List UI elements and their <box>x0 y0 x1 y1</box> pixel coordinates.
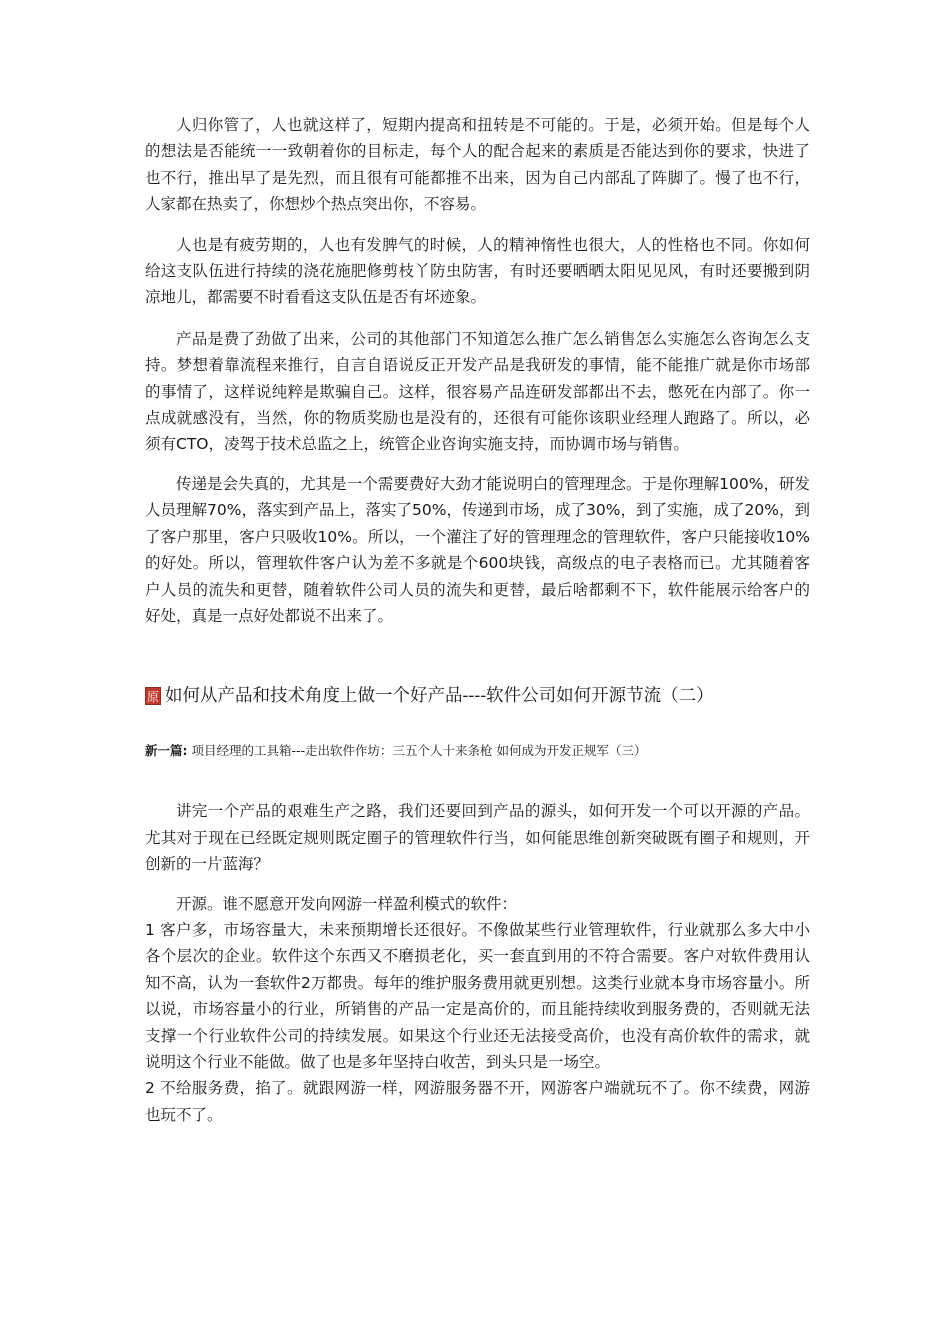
article-title-row <box>145 684 810 708</box>
paragraph: 人归你管了，人也就这样了，短期内提高和扭转是不可能的。于是，必须开始。但是每个人的想法是否能统一一致朝着你的目标走，每个人的配合起来的素质是否能达到你的要求，快进了也不行，推出早了是先烈，而且很有可能都推不出来，因为自己内部乱了阵脚了。慢了也不行，人家都在热卖了，你想炒个热点突出你，不容易。 <box>145 116 810 214</box>
paragraph: 传递是会失真的，尤其是一个需要费好大劲才能说明白的管理理念。于是你理解100%，研发人员理解70%，落实到产品上，落实了50%，传递到市场，成了30%，到了实施，成了20%，到了客户那里，客户只吸收10%。所以，一个灌注了好的管理理念的管理软件，客户只能接收10%的好处。所以，管理软件客户认为差不多就是个600块钱，高级点的电子表格而已。尤其随着客户人员的流失和更替，随着软件公司人员的流失和更替，最后啥都剩不下，软件能展示给客户的好处，真是一点好处都说不出来了。 <box>145 474 810 625</box>
paragraph: 人也是有疲劳期的，人也有发脾气的时候，人的精神惰性也很大，人的性格也不同。你如何给这支队伍进行持续的浇花施肥修剪枝丫防虫防害，有时还要晒晒太阳见见风，有时还要搬到阴凉地儿，都需要不时看看这支队伍是否有坏迹象。 <box>145 235 810 307</box>
spacer <box>145 760 810 798</box>
article-title[interactable]: 如何从产品和技术角度上做一个好产品----软件公司如何开源节流（二） <box>165 686 714 707</box>
paragraph: 开源。谁不愿意开发向网游一样盈利模式的软件： <box>176 894 518 913</box>
previous-article-row <box>145 742 810 760</box>
paragraph: 产品是费了劲做了出来，公司的其他部门不知道怎么推广怎么销售怎么实施怎么咨询怎么支持。梦想着靠流程来推行，自言自语说反正开发产品是我研发的事情，能不能推广就是你市场部的事情了，这样说纯粹是欺骗自己。这样，很容易产品连研发部都出不去，憋死在内部了。你一点成就感没有，当然，你的物质奖励也是没有的，还很有可能你该职业经理人跑路了。所以，必须有CTO，凌驾于技术总监之上，统管企业咨询实施支持，而协调市场与销售。 <box>145 329 810 454</box>
list-item: 1 客户多，市场容量大，未来预期增长还很好。不像做某些行业管理软件，行业就那么多大中小各个层次的企业。软件这个东西又不磨损老化，买一套直到用的不符合需要。客户对软件费用认知不高，认为一套软件2万都贵。每年的维护服务费用就更别想。这类行业就本身市场容量小。所以说，市场容量小的行业，所销售的产品一定是高价的，而且能持续收到服务费的，否则就无法支撑一个行业软件公司的持续发展。如果这个行业还无法接受高价，也没有高价软件的需求，就说明这个行业不能做。做了也是多年坚持白收苦，到头只是一场空。 <box>145 920 810 1071</box>
list-item: 2 不给服务费，掐了。就跟网游一样，网游服务器不开，网游客户端就玩不了。你不续费，网游也玩不了。 <box>145 1079 810 1124</box>
previous-article-link[interactable]: 项目经理的工具箱---走出软件作坊：三五个人十来条枪 如何成为开发正规军（三） <box>187 743 647 759</box>
document-page <box>145 112 810 1128</box>
paragraph: 讲完一个产品的艰难生产之路，我们还要回到产品的源头，如何开发一个可以开源的产品。尤其对于现在已经既定规则既定圈子的管理软件行当，如何能思维创新突破既有圈子和规则，开创新的一片蓝海？ <box>145 802 810 874</box>
original-badge-icon: 原 <box>145 687 161 705</box>
previous-article-label: 新一篇: <box>145 743 188 759</box>
